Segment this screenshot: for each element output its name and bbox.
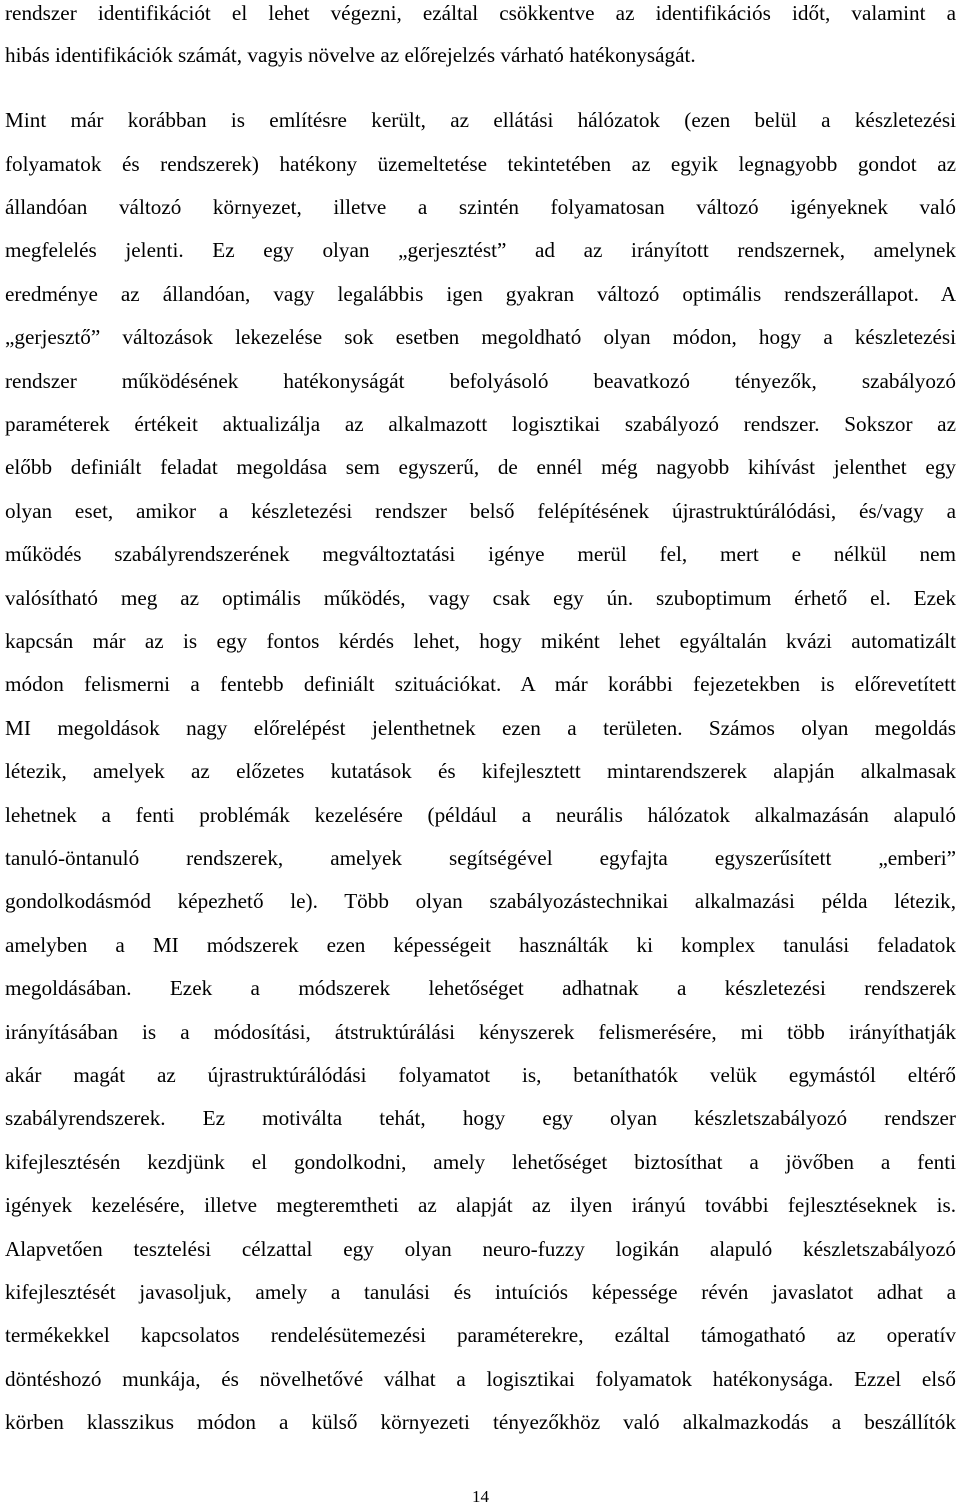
text-line: paraméterek értékeit aktualizálja az alkalmazott logisztikai szabályozó rendszer. Sokszor az — [5, 412, 956, 436]
text-line: valósítható meg az optimális működés, vagy csak egy ún. szuboptimum érhető el. Ezek — [5, 586, 956, 610]
text-line: tanuló-öntanuló rendszerek, amelyek segítségével egyfajta egyszerűsített „emberi” — [5, 846, 956, 870]
document-page — [5, 0, 956, 1509]
text-line: olyan eset, amikor a készletezési rendszer belső felépítésének újrastruktúrálódási, és/vagy a — [5, 499, 956, 523]
text-line: Alapvetően tesztelési célzattal egy olyan neuro-fuzzy logikán alapuló készletszabályozó — [5, 1237, 956, 1261]
text-line: működés szabályrendszerének megváltoztatási igénye merül fel, mert e nélkül nem — [5, 542, 956, 566]
text-line: rendszer identifikációt el lehet végezni, ezáltal csökkentve az identifikációs időt, valamint a — [5, 1, 956, 25]
text-line: kifejlesztését javasoljuk, amely a tanulási és intuíciós képessége révén javaslatot adhat a — [5, 1280, 956, 1304]
text-line: irányításában is a módosítási, átstruktúrálási kényszerek felismerésére, mi több irányíthatják — [5, 1020, 956, 1044]
text-line: megfelelés jelenti. Ez egy olyan „gerjesztést” ad az irányított rendszernek, amelynek — [5, 238, 956, 262]
text-line: termékekkel kapcsolatos rendelésütemezési paraméterekre, ezáltal támogatható az operatív — [5, 1323, 956, 1347]
text-line: gondolkodásmód képezhető le). Több olyan szabályozástechnikai alkalmazási példa létezik, — [5, 889, 956, 913]
text-line: létezik, amelyek az előzetes kutatások és kifejlesztett mintarendszerek alapján alkalmasak — [5, 759, 956, 783]
text-line: lehetnek a fenti problémák kezelésére (például a neurális hálózatok alkalmazásán alapuló — [5, 803, 956, 827]
text-line: hibás identifikációk számát, vagyis növelve az előrejelzés várható hatékonyságát. — [5, 43, 696, 67]
text-line: körben klasszikus módon a külső környezeti tényezőkhöz való alkalmazkodás a beszállítók — [5, 1410, 956, 1434]
text-line: módon felismerni a fentebb definiált szituációkat. A már korábbi fejezetekben is előrevetített — [5, 672, 956, 696]
text-line: kapcsán már az is egy fontos kérdés lehet, hogy miként lehet egyáltalán kvázi automatizált — [5, 629, 956, 653]
text-line: amelyben a MI módszerek ezen képességeit használták ki komplex tanulási feladatok — [5, 933, 956, 957]
text-line: akár magát az újrastruktúrálódási folyamatot is, betaníthatók velük egymástól eltérő — [5, 1063, 956, 1087]
text-line: folyamatok és rendszerek) hatékony üzemeltetése tekintetében az egyik legnagyobb gondot az — [5, 152, 956, 176]
text-line: Mint már korábban is említésre került, az ellátási hálózatok (ezen belül a készletezési — [5, 108, 956, 132]
text-line: rendszer működésének hatékonyságát befolyásoló beavatkozó tényezők, szabályozó — [5, 369, 956, 393]
text-line: megoldásában. Ezek a módszerek lehetőséget adhatnak a készletezési rendszerek — [5, 976, 956, 1000]
text-line: eredménye az állandóan, vagy legalábbis igen gyakran változó optimális rendszerállapot. A — [5, 282, 956, 306]
text-line: állandóan változó környezet, illetve a szintén folyamatosan változó igényeknek való — [5, 195, 956, 219]
text-line: előbb definiált feladat megoldása sem egyszerű, de ennél még nagyobb kihívást jelenthet egy — [5, 455, 956, 479]
text-line: kifejlesztésén kezdjünk el gondolkodni, amely lehetőséget biztosíthat a jövőben a fenti — [5, 1150, 956, 1174]
text-line: döntéshozó munkája, és növelhetővé válhat a logisztikai folyamatok hatékonysága. Ezzel első — [5, 1367, 956, 1391]
text-line: igények kezelésére, illetve megteremtheti az alapját az ilyen irányú további fejlesztéseknek is. — [5, 1193, 956, 1217]
page-number: 14 — [472, 1487, 489, 1506]
text-line: szabályrendszerek. Ez motiválta tehát, hogy egy olyan készletszabályozó rendszer — [5, 1106, 956, 1130]
text-line: „gerjesztő” változások lekezelése sok esetben megoldható olyan módon, hogy a készletezési — [5, 325, 956, 349]
text-line: MI megoldások nagy előrelépést jelenthetnek ezen a területen. Számos olyan megoldás — [5, 716, 956, 740]
